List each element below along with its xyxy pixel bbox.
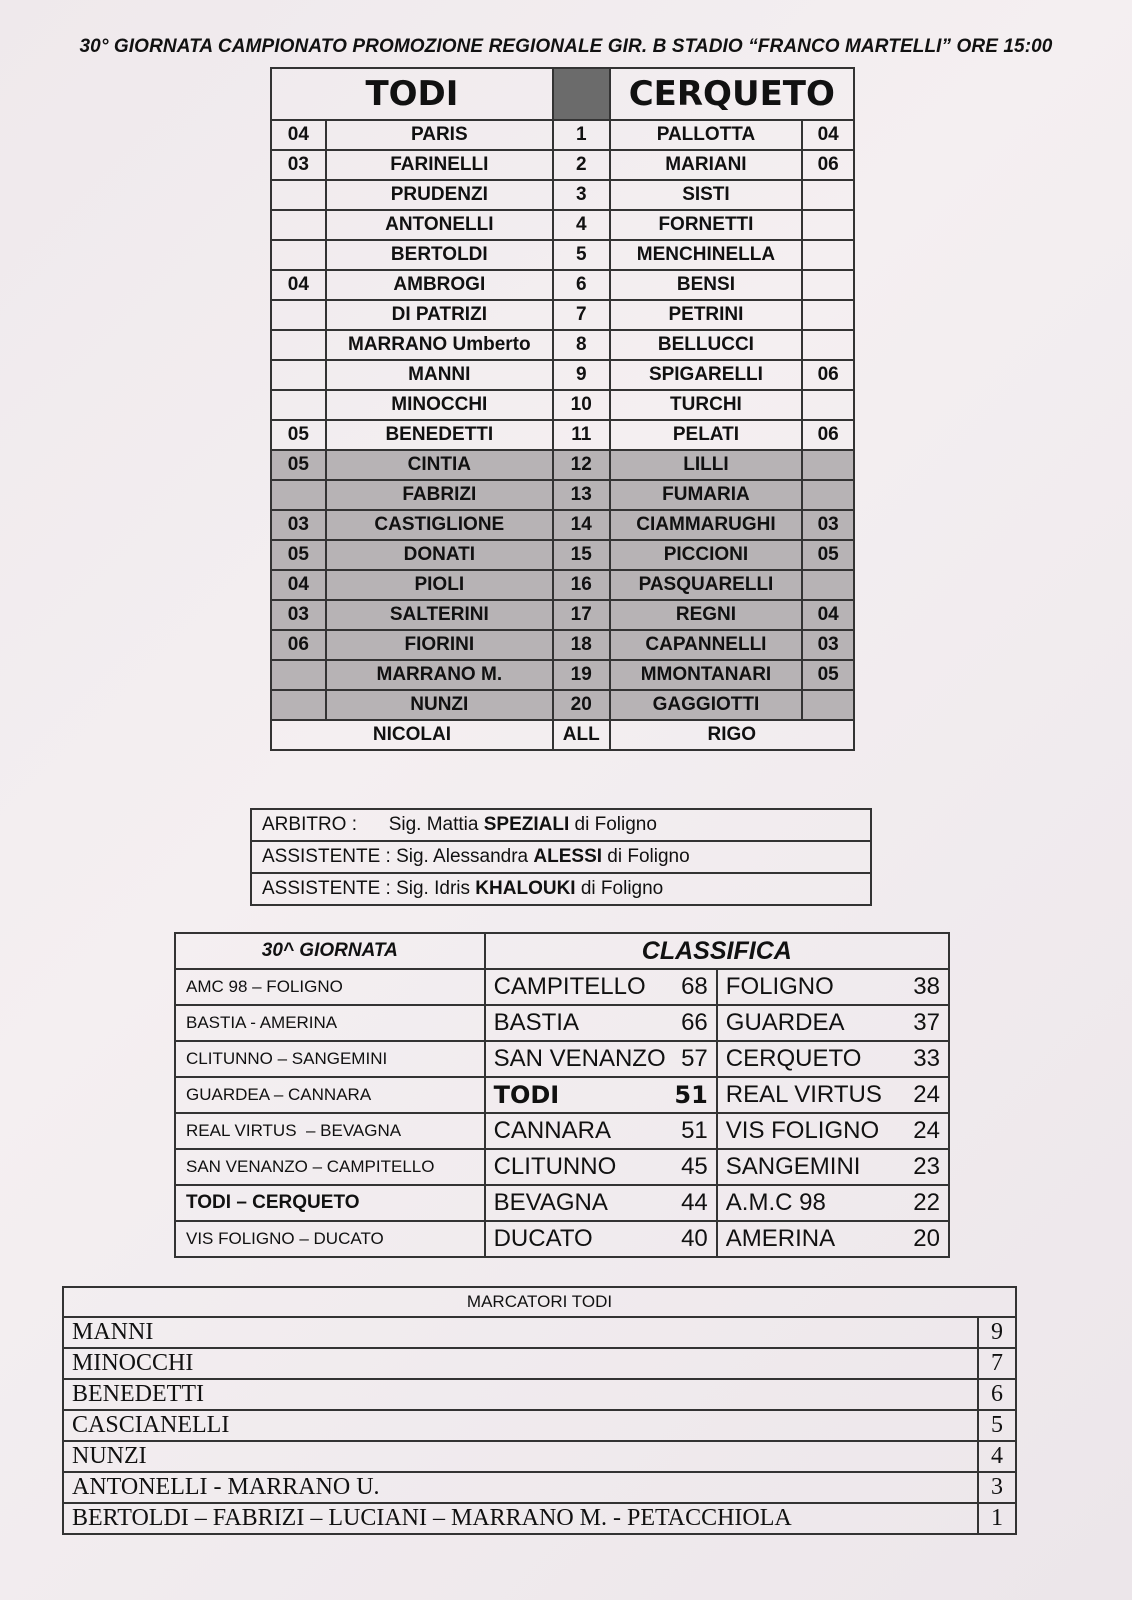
player-row bbox=[271, 360, 854, 390]
player-row bbox=[271, 300, 854, 330]
away-player-note: 05 bbox=[802, 660, 854, 690]
home-player-name: DONATI bbox=[326, 540, 553, 570]
standing-points: 37 bbox=[913, 1009, 940, 1036]
home-player-name: ANTONELLI bbox=[326, 210, 553, 240]
shirt-number: 2 bbox=[553, 150, 610, 180]
home-player-name: CINTIA bbox=[326, 450, 553, 480]
home-player-note bbox=[271, 210, 326, 240]
fixture: VIS FOLIGNO – DUCATO bbox=[175, 1221, 485, 1257]
standing-cell bbox=[717, 1041, 949, 1077]
standing-cell bbox=[485, 1221, 717, 1257]
fixture-standing-row bbox=[175, 1149, 949, 1185]
home-player-name: MINOCCHI bbox=[326, 390, 553, 420]
fixtures-header: 30^ GIORNATA bbox=[175, 933, 485, 969]
substitute-row bbox=[271, 630, 854, 660]
official-cell bbox=[251, 873, 871, 905]
standing-points: 20 bbox=[913, 1225, 940, 1252]
standing-team: DUCATO bbox=[493, 1225, 593, 1252]
home-player-name: DI PATRIZI bbox=[326, 300, 553, 330]
away-player-note bbox=[802, 570, 854, 600]
home-player-name: MARRANO Umberto bbox=[326, 330, 553, 360]
shirt-number: 11 bbox=[553, 420, 610, 450]
away-player-name: CIAMMARUGHI bbox=[610, 510, 803, 540]
scorers-header: MARCATORI TODI bbox=[63, 1287, 1016, 1317]
standing-points: 40 bbox=[681, 1225, 708, 1252]
standing-cell bbox=[485, 1005, 717, 1041]
shirt-number: 9 bbox=[553, 360, 610, 390]
away-player-note: 06 bbox=[802, 420, 854, 450]
official-cell bbox=[251, 809, 871, 841]
home-player-note: 05 bbox=[271, 450, 326, 480]
standing-team: CANNARA bbox=[493, 1117, 611, 1144]
home-player-name: SALTERINI bbox=[326, 600, 553, 630]
standing-points: 38 bbox=[913, 973, 940, 1000]
fixture-standing-row bbox=[175, 1077, 949, 1113]
fixture-standing-row bbox=[175, 1041, 949, 1077]
home-team-name: TODI bbox=[271, 68, 553, 120]
standing-team: AMERINA bbox=[725, 1225, 836, 1252]
standing-team: CLITUNNO bbox=[493, 1153, 617, 1180]
standing-points: 22 bbox=[913, 1189, 940, 1216]
shirt-number: 19 bbox=[553, 660, 610, 690]
standing-points: 45 bbox=[681, 1153, 708, 1180]
home-player-note: 05 bbox=[271, 540, 326, 570]
away-player-name: PICCIONI bbox=[610, 540, 803, 570]
home-player-note bbox=[271, 480, 326, 510]
standing-points: 44 bbox=[681, 1189, 708, 1216]
scorer-name: MANNI bbox=[63, 1317, 978, 1348]
away-player-note: 04 bbox=[802, 120, 854, 150]
scorer-row bbox=[63, 1317, 1016, 1348]
standing-team: BASTIA bbox=[493, 1009, 579, 1036]
official-surname: SPEZIALI bbox=[483, 814, 570, 835]
away-player-name: REGNI bbox=[610, 600, 803, 630]
standing-team: GUARDEA bbox=[725, 1009, 845, 1036]
shirt-number: 7 bbox=[553, 300, 610, 330]
away-player-name: GAGGIOTTI bbox=[610, 690, 803, 720]
standing-cell bbox=[485, 1185, 717, 1221]
home-player-name: CASTIGLIONE bbox=[326, 510, 553, 540]
away-player-name: PELATI bbox=[610, 420, 803, 450]
home-player-note: 03 bbox=[271, 510, 326, 540]
scorer-name: BENEDETTI bbox=[63, 1379, 978, 1410]
shirt-number: 20 bbox=[553, 690, 610, 720]
scorer-row bbox=[63, 1379, 1016, 1410]
page-title: 30° GIORNATA CAMPIONATO PROMOZIONE REGIONALE GIR. B STADIO “FRANCO MARTELLI” ORE 15:00 bbox=[79, 36, 1053, 57]
standing-cell bbox=[485, 1149, 717, 1185]
standing-points: 33 bbox=[913, 1045, 940, 1072]
home-player-note: 04 bbox=[271, 120, 326, 150]
standing-team: TODI bbox=[493, 1081, 560, 1109]
standing-points: 51 bbox=[681, 1117, 708, 1144]
shirt-number: 13 bbox=[553, 480, 610, 510]
away-player-name: MARIANI bbox=[610, 150, 803, 180]
fixture-standing-row bbox=[175, 1221, 949, 1257]
fixture: BASTIA - AMERINA bbox=[175, 1005, 485, 1041]
official-cell bbox=[251, 841, 871, 873]
standing-cell bbox=[485, 969, 717, 1005]
fixture-standing-row bbox=[175, 1113, 949, 1149]
away-player-name: MENCHINELLA bbox=[610, 240, 803, 270]
scorer-goals: 3 bbox=[978, 1472, 1016, 1503]
home-player-note bbox=[271, 240, 326, 270]
away-player-name: PASQUARELLI bbox=[610, 570, 803, 600]
away-player-note: 04 bbox=[802, 600, 854, 630]
away-player-note bbox=[802, 240, 854, 270]
home-player-note bbox=[271, 300, 326, 330]
scorer-name: ANTONELLI - MARRANO U. bbox=[63, 1472, 978, 1503]
coach-row bbox=[271, 720, 854, 750]
player-row bbox=[271, 240, 854, 270]
home-player-note bbox=[271, 390, 326, 420]
official-name: Sig. Idris bbox=[390, 878, 476, 899]
fixture-standing-row bbox=[175, 1005, 949, 1041]
home-player-note: 06 bbox=[271, 630, 326, 660]
standing-points: 24 bbox=[913, 1081, 940, 1108]
home-player-note: 04 bbox=[271, 570, 326, 600]
away-player-note: 03 bbox=[802, 510, 854, 540]
home-player-note: 05 bbox=[271, 420, 326, 450]
fixture: AMC 98 – FOLIGNO bbox=[175, 969, 485, 1005]
shirt-number: 5 bbox=[553, 240, 610, 270]
home-player-name: BENEDETTI bbox=[326, 420, 553, 450]
home-player-note: 03 bbox=[271, 600, 326, 630]
standing-team: FOLIGNO bbox=[725, 973, 834, 1000]
scorer-goals: 9 bbox=[978, 1317, 1016, 1348]
away-player-name: BENSI bbox=[610, 270, 803, 300]
substitute-row bbox=[271, 480, 854, 510]
player-row bbox=[271, 150, 854, 180]
away-player-note bbox=[802, 690, 854, 720]
away-player-note bbox=[802, 300, 854, 330]
standing-team: VIS FOLIGNO bbox=[725, 1117, 880, 1144]
player-row bbox=[271, 420, 854, 450]
shirt-number: 1 bbox=[553, 120, 610, 150]
standing-team: REAL VIRTUS bbox=[725, 1081, 882, 1108]
home-player-note bbox=[271, 330, 326, 360]
away-player-name: PALLOTTA bbox=[610, 120, 803, 150]
scorer-goals: 4 bbox=[978, 1441, 1016, 1472]
official-surname: KHALOUKI bbox=[475, 878, 576, 899]
standing-cell bbox=[485, 1113, 717, 1149]
fixture: REAL VIRTUS – BEVAGNA bbox=[175, 1113, 485, 1149]
away-player-name: FUMARIA bbox=[610, 480, 803, 510]
standing-points: 51 bbox=[674, 1081, 708, 1109]
standing-cell bbox=[485, 1077, 717, 1113]
shirt-number: 16 bbox=[553, 570, 610, 600]
home-player-name: FARINELLI bbox=[326, 150, 553, 180]
official-row bbox=[251, 809, 871, 841]
official-city: di Foligno bbox=[569, 814, 657, 835]
away-player-note bbox=[802, 450, 854, 480]
fixtures-header-row bbox=[175, 933, 949, 969]
scorer-name: NUNZI bbox=[63, 1441, 978, 1472]
scorer-name: CASCIANELLI bbox=[63, 1410, 978, 1441]
substitute-row bbox=[271, 570, 854, 600]
home-player-note bbox=[271, 360, 326, 390]
official-city: di Foligno bbox=[602, 846, 690, 867]
away-player-note bbox=[802, 210, 854, 240]
away-player-note bbox=[802, 480, 854, 510]
shirt-number: 12 bbox=[553, 450, 610, 480]
official-name: Sig. Mattia bbox=[388, 814, 484, 835]
shirt-number: 4 bbox=[553, 210, 610, 240]
scorer-name: MINOCCHI bbox=[63, 1348, 978, 1379]
shirt-number: 15 bbox=[553, 540, 610, 570]
substitute-row bbox=[271, 660, 854, 690]
standing-cell bbox=[717, 969, 949, 1005]
official-role: ARBITRO : bbox=[262, 814, 358, 835]
standing-points: 57 bbox=[681, 1045, 708, 1072]
team-header-row bbox=[271, 68, 854, 120]
player-row bbox=[271, 180, 854, 210]
away-player-note: 03 bbox=[802, 630, 854, 660]
shirt-number: 18 bbox=[553, 630, 610, 660]
standing-team: BEVAGNA bbox=[493, 1189, 608, 1216]
lineup-table bbox=[270, 67, 855, 751]
scorer-goals: 1 bbox=[978, 1503, 1016, 1534]
home-player-note: 03 bbox=[271, 150, 326, 180]
away-player-note: 05 bbox=[802, 540, 854, 570]
home-player-name: NUNZI bbox=[326, 690, 553, 720]
substitute-row bbox=[271, 510, 854, 540]
official-role: ASSISTENTE : bbox=[262, 846, 391, 867]
home-player-note bbox=[271, 660, 326, 690]
official-name: Sig. Alessandra bbox=[390, 846, 534, 867]
standing-team: CAMPITELLO bbox=[493, 973, 646, 1000]
standing-points: 23 bbox=[913, 1153, 940, 1180]
home-player-name: MANNI bbox=[326, 360, 553, 390]
home-player-name: FIORINI bbox=[326, 630, 553, 660]
substitute-row bbox=[271, 450, 854, 480]
player-row bbox=[271, 210, 854, 240]
official-city: di Foligno bbox=[575, 878, 664, 899]
standing-cell bbox=[717, 1221, 949, 1257]
official-row bbox=[251, 841, 871, 873]
away-player-name: SISTI bbox=[610, 180, 803, 210]
standing-points: 66 bbox=[681, 1009, 708, 1036]
fixture: TODI – CERQUETO bbox=[175, 1185, 485, 1221]
scorer-row bbox=[63, 1503, 1016, 1534]
shirt-number: 14 bbox=[553, 510, 610, 540]
away-player-name: CAPANNELLI bbox=[610, 630, 803, 660]
standing-team: A.M.C 98 bbox=[725, 1189, 826, 1216]
shirt-number: 8 bbox=[553, 330, 610, 360]
scorer-name: BERTOLDI – FABRIZI – LUCIANI – MARRANO M. - PETACCHIOLA bbox=[63, 1503, 978, 1534]
scorer-row bbox=[63, 1410, 1016, 1441]
home-player-name: PARIS bbox=[326, 120, 553, 150]
fixture-standing-row bbox=[175, 969, 949, 1005]
player-row bbox=[271, 120, 854, 150]
standing-cell bbox=[717, 1113, 949, 1149]
fixture: SAN VENANZO – CAMPITELLO bbox=[175, 1149, 485, 1185]
scorer-row bbox=[63, 1472, 1016, 1503]
scorers-table bbox=[62, 1286, 1017, 1535]
away-player-name: TURCHI bbox=[610, 390, 803, 420]
away-player-name: PETRINI bbox=[610, 300, 803, 330]
home-player-note: 04 bbox=[271, 270, 326, 300]
substitute-row bbox=[271, 690, 854, 720]
away-player-note bbox=[802, 270, 854, 300]
home-player-name: PRUDENZI bbox=[326, 180, 553, 210]
away-player-name: MMONTANARI bbox=[610, 660, 803, 690]
coach-label: ALL bbox=[553, 720, 610, 750]
official-surname: ALESSI bbox=[533, 846, 603, 867]
player-row bbox=[271, 390, 854, 420]
home-player-name: PIOLI bbox=[326, 570, 553, 600]
away-player-note bbox=[802, 390, 854, 420]
home-player-name: AMBROGI bbox=[326, 270, 553, 300]
official-row bbox=[251, 873, 871, 905]
standing-team: SAN VENANZO bbox=[493, 1045, 666, 1072]
standing-cell bbox=[485, 1041, 717, 1077]
header-divider bbox=[553, 68, 610, 120]
scorer-row bbox=[63, 1441, 1016, 1472]
shirt-number: 6 bbox=[553, 270, 610, 300]
standing-cell bbox=[717, 1005, 949, 1041]
home-player-name: BERTOLDI bbox=[326, 240, 553, 270]
away-coach: RIGO bbox=[610, 720, 854, 750]
scorer-goals: 6 bbox=[978, 1379, 1016, 1410]
home-player-note bbox=[271, 180, 326, 210]
fixtures-standings-table bbox=[174, 932, 950, 1258]
away-team-name: CERQUETO bbox=[610, 68, 854, 120]
officials-table bbox=[250, 808, 872, 906]
player-row bbox=[271, 270, 854, 300]
standing-cell bbox=[717, 1185, 949, 1221]
substitute-row bbox=[271, 540, 854, 570]
away-player-note bbox=[802, 330, 854, 360]
fixture: CLITUNNO – SANGEMINI bbox=[175, 1041, 485, 1077]
standing-points: 68 bbox=[681, 973, 708, 1000]
official-role: ASSISTENTE : bbox=[262, 878, 391, 899]
fixture-standing-row bbox=[175, 1185, 949, 1221]
home-player-name: MARRANO M. bbox=[326, 660, 553, 690]
away-player-name: LILLI bbox=[610, 450, 803, 480]
scorer-goals: 5 bbox=[978, 1410, 1016, 1441]
shirt-number: 17 bbox=[553, 600, 610, 630]
standings-header: CLASSIFICA bbox=[485, 933, 949, 969]
standing-cell bbox=[717, 1149, 949, 1185]
away-player-name: FORNETTI bbox=[610, 210, 803, 240]
scorer-goals: 7 bbox=[978, 1348, 1016, 1379]
away-player-note: 06 bbox=[802, 150, 854, 180]
home-coach: NICOLAI bbox=[271, 720, 553, 750]
away-player-note: 06 bbox=[802, 360, 854, 390]
shirt-number: 3 bbox=[553, 180, 610, 210]
standing-team: CERQUETO bbox=[725, 1045, 862, 1072]
substitute-row bbox=[271, 600, 854, 630]
scorers-header-row bbox=[63, 1287, 1016, 1317]
standing-points: 24 bbox=[913, 1117, 940, 1144]
standing-team: SANGEMINI bbox=[725, 1153, 861, 1180]
scorer-row bbox=[63, 1348, 1016, 1379]
fixture: GUARDEA – CANNARA bbox=[175, 1077, 485, 1113]
player-row bbox=[271, 330, 854, 360]
away-player-note bbox=[802, 180, 854, 210]
away-player-name: SPIGARELLI bbox=[610, 360, 803, 390]
home-player-name: FABRIZI bbox=[326, 480, 553, 510]
home-player-note bbox=[271, 690, 326, 720]
away-player-name: BELLUCCI bbox=[610, 330, 803, 360]
standing-cell bbox=[717, 1077, 949, 1113]
shirt-number: 10 bbox=[553, 390, 610, 420]
